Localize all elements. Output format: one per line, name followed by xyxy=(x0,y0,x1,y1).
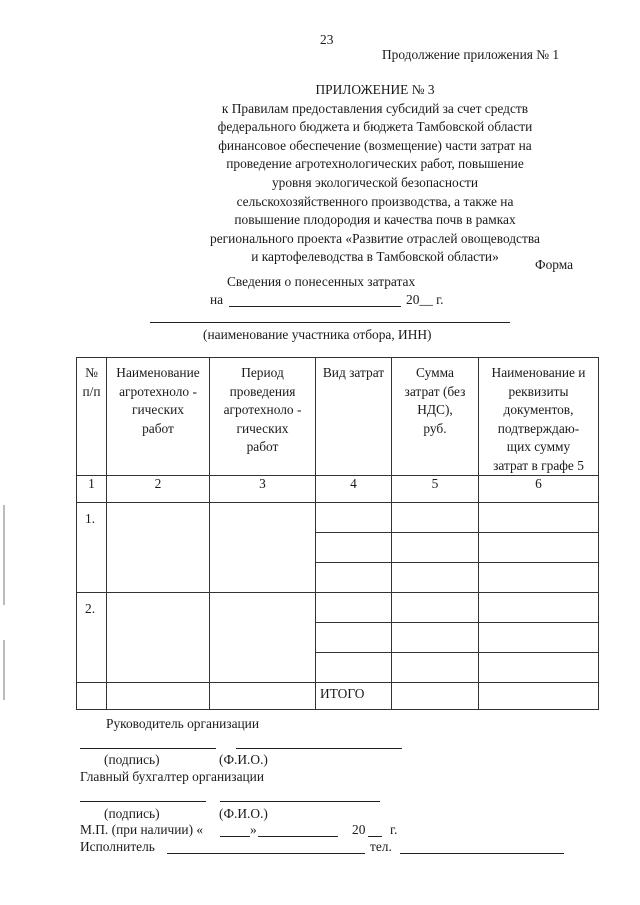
column-number: 5 xyxy=(392,476,479,503)
cost-type-cell[interactable] xyxy=(316,593,392,623)
cost-type-cell[interactable] xyxy=(316,533,392,563)
stamp-month-line[interactable] xyxy=(258,836,338,837)
documents-cell[interactable] xyxy=(479,533,599,563)
head-title: Руководитель организации xyxy=(106,716,260,731)
total-label: ИТОГО xyxy=(316,683,392,710)
stamp-year-suffix: г. xyxy=(390,822,398,837)
head-fio-caption: (Ф.И.О.) xyxy=(219,752,268,767)
table-header-row xyxy=(77,358,599,476)
documents-cell[interactable] xyxy=(479,593,599,623)
appendix-line: уровня экологической безопасности xyxy=(271,174,479,190)
appendix-line: финансовое обеспечение (возмещение) части затрат на xyxy=(218,137,532,153)
table-row xyxy=(77,503,599,533)
appendix-title: ПРИЛОЖЕНИЕ № 3 xyxy=(315,82,435,97)
executor-line[interactable] xyxy=(167,853,365,854)
accountant-fio-caption: (Ф.И.О.) xyxy=(219,806,268,821)
appendix-line: повышение плодородия и качества почв в рамках xyxy=(234,212,516,228)
amount-cell[interactable] xyxy=(392,653,479,683)
accountant-signature-line[interactable] xyxy=(80,801,206,802)
accountant-fio-line[interactable] xyxy=(220,801,380,802)
amount-cell[interactable] xyxy=(392,593,479,623)
work-name-cell[interactable] xyxy=(107,503,210,593)
participant-caption: (наименование участника отбора, ИНН) xyxy=(203,327,432,342)
appendix-line: и картофелеводства в Тамбовской области» xyxy=(251,249,499,265)
cost-type-cell[interactable] xyxy=(316,503,392,533)
executor-label: Исполнитель xyxy=(80,839,155,854)
page-number: 23 xyxy=(320,32,334,47)
date-prefix: на xyxy=(210,292,224,307)
participant-field-line[interactable] xyxy=(150,322,510,323)
stamp-year-line[interactable] xyxy=(368,836,382,837)
appendix-line: к Правилам предоставления субсидий за счет средств xyxy=(221,100,529,116)
cost-type-cell[interactable] xyxy=(316,653,392,683)
total-row xyxy=(77,683,599,710)
total-documents-cell[interactable] xyxy=(479,683,599,710)
column-number: 1 xyxy=(77,476,107,503)
column-number-row xyxy=(77,476,599,503)
stamp-year: 20 xyxy=(352,822,366,837)
cost-type-cell[interactable] xyxy=(316,563,392,593)
total-empty-cell xyxy=(210,683,316,710)
total-amount-cell[interactable] xyxy=(392,683,479,710)
cost-type-cell[interactable] xyxy=(316,623,392,653)
costs-table xyxy=(76,357,599,710)
phone-line[interactable] xyxy=(400,853,564,854)
documents-cell[interactable] xyxy=(479,503,599,533)
amount-cell[interactable] xyxy=(392,503,479,533)
appendix-line: регионального проекта «Развитие отраслей овощеводства xyxy=(210,230,540,246)
period-cell[interactable] xyxy=(210,503,316,593)
documents-cell[interactable] xyxy=(479,653,599,683)
column-number: 6 xyxy=(479,476,599,503)
total-empty-cell xyxy=(107,683,210,710)
appendix-block xyxy=(180,81,570,267)
form-label: Форма xyxy=(535,257,574,272)
stamp-prefix: М.П. (при наличии) « xyxy=(80,822,204,837)
date-field-line[interactable] xyxy=(229,306,401,307)
documents-cell[interactable] xyxy=(479,563,599,593)
scan-margin-mark xyxy=(3,640,5,700)
header-cell-period: Период проведения агротехноло - гических работ xyxy=(210,358,316,476)
stamp-quote-close: » xyxy=(250,822,257,837)
column-number: 4 xyxy=(316,476,392,503)
head-fio-line[interactable] xyxy=(236,748,402,749)
header-cell-work-name: Наименование агротехноло - гических работ xyxy=(107,358,210,476)
accountant-title: Главный бухгалтер организации xyxy=(80,769,265,784)
scan-margin-mark xyxy=(3,505,5,605)
appendix-line: федерального бюджета и бюджета Тамбовской области xyxy=(217,119,533,135)
row-number: 1. xyxy=(77,503,107,593)
header-cell-documents: Наименование и реквизиты документов, подтверждаю- щих сумму затрат в графе 5 xyxy=(479,358,599,476)
amount-cell[interactable] xyxy=(392,563,479,593)
period-cell[interactable] xyxy=(210,593,316,683)
accountant-signature-caption: (подпись) xyxy=(104,806,160,821)
appendix-line: проведение агротехнологических работ, повышение xyxy=(226,156,524,172)
header-cell-amount: Сумма затрат (без НДС), руб. xyxy=(392,358,479,476)
header-cell-cost-type: Вид затрат xyxy=(316,358,392,476)
stamp-day-line[interactable] xyxy=(220,836,250,837)
amount-cell[interactable] xyxy=(392,533,479,563)
total-empty-cell xyxy=(77,683,107,710)
work-name-cell[interactable] xyxy=(107,593,210,683)
date-year: 20__ г. xyxy=(406,292,444,307)
header-cell-number: № п/п xyxy=(77,358,107,476)
column-number: 2 xyxy=(107,476,210,503)
appendix-line: сельскохозяйственного производства, а также на xyxy=(236,193,514,209)
documents-cell[interactable] xyxy=(479,623,599,653)
column-number: 3 xyxy=(210,476,316,503)
head-signature-line[interactable] xyxy=(80,748,216,749)
amount-cell[interactable] xyxy=(392,623,479,653)
continuation-label: Продолжение приложения № 1 xyxy=(382,47,560,62)
report-title: Сведения о понесенных затратах xyxy=(227,274,416,289)
table-row xyxy=(77,593,599,623)
phone-label: тел. xyxy=(370,839,392,854)
head-signature-caption: (подпись) xyxy=(104,752,160,767)
row-number: 2. xyxy=(77,593,107,683)
